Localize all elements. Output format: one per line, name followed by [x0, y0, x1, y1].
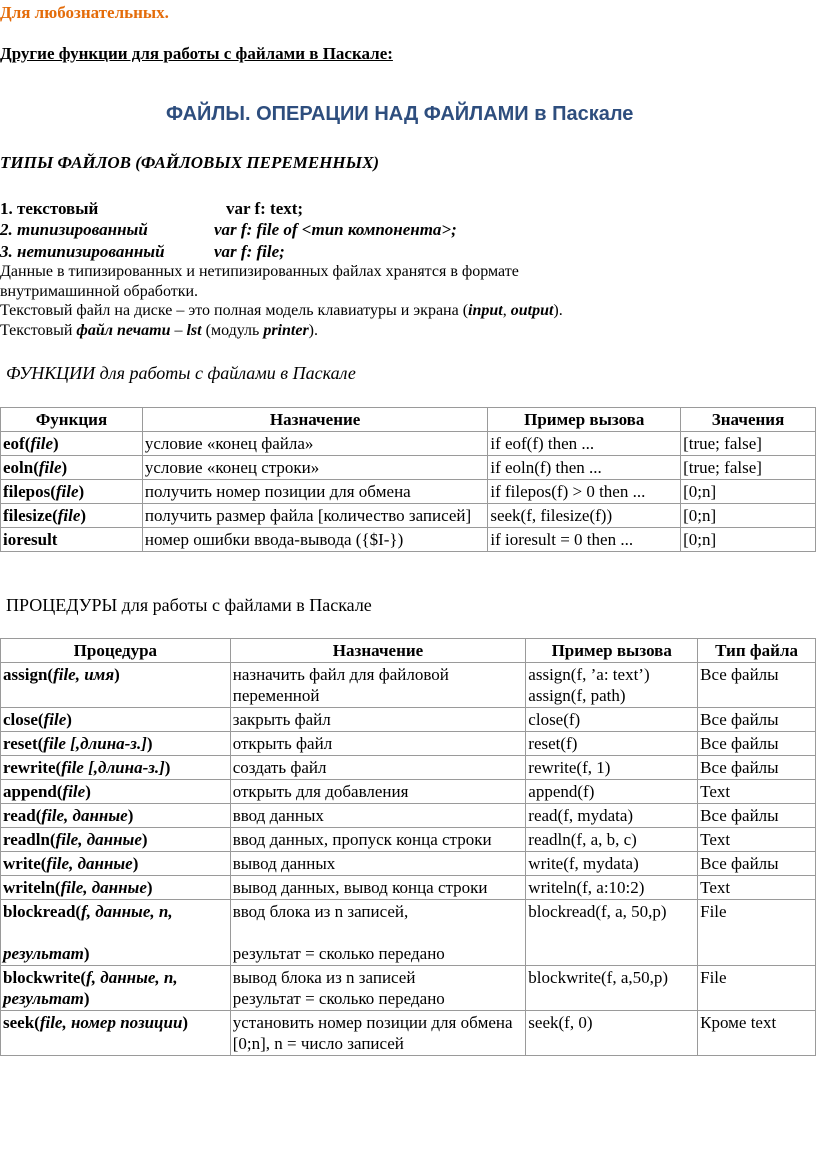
- procedure-name: close(file): [1, 708, 231, 732]
- column-header: Назначение: [142, 408, 487, 432]
- other-functions-heading: Другие функции для работы с файлами в Паскале:: [0, 44, 393, 63]
- type-2-decl: var f: file of <тип компонента>;: [214, 220, 457, 239]
- function-purpose: условие «конец файла»: [142, 432, 487, 456]
- column-header: Назначение: [230, 639, 526, 663]
- table-row: [1, 876, 816, 900]
- function-name: filepos(file): [1, 480, 143, 504]
- procedure-purpose: назначить файл для файловой переменной: [230, 663, 526, 708]
- procedure-file-type: Все файлы: [698, 756, 816, 780]
- function-name: eoln(file): [1, 456, 143, 480]
- table-row: [1, 756, 816, 780]
- paragraph-1-line-2: внутримашинной обработки.: [0, 283, 199, 300]
- procedure-purpose: создать файл: [230, 756, 526, 780]
- types-heading: ТИПЫ ФАЙЛОВ (ФАЙЛОВЫХ ПЕРЕМЕННЫХ): [0, 153, 380, 172]
- procedure-example: writeln(f, a:10:2): [526, 876, 698, 900]
- table-header-row: [1, 639, 816, 663]
- function-example: seek(f, filesize(f)): [488, 504, 681, 528]
- table-row: [1, 900, 816, 966]
- table-row: [1, 804, 816, 828]
- table-row: [1, 708, 816, 732]
- table-row: [1, 480, 816, 504]
- procedure-name: seek(file, номер позиции): [1, 1011, 231, 1056]
- procedure-file-type: Text: [698, 828, 816, 852]
- type-1-decl: var f: text;: [226, 199, 304, 218]
- procedure-file-type: Все файлы: [698, 732, 816, 756]
- procedure-example: reset(f): [526, 732, 698, 756]
- function-example: if filepos(f) > 0 then ...: [488, 480, 681, 504]
- procedure-example: assign(f, ’a: text’) assign(f, path): [526, 663, 698, 708]
- procedure-example: readln(f, a, b, c): [526, 828, 698, 852]
- function-purpose: получить номер позиции для обмена: [142, 480, 487, 504]
- table-row: [1, 1011, 816, 1056]
- procedure-name: readln(file, данные): [1, 828, 231, 852]
- table-row: [1, 852, 816, 876]
- procedure-purpose: вывод данных: [230, 852, 526, 876]
- function-name: eof(file): [1, 432, 143, 456]
- procedure-file-type: Все файлы: [698, 708, 816, 732]
- procedures-table: [0, 638, 816, 1056]
- procedure-name: write(file, данные): [1, 852, 231, 876]
- table-row: [1, 528, 816, 552]
- procedure-example: read(f, mydata): [526, 804, 698, 828]
- procedure-purpose: закрыть файл: [230, 708, 526, 732]
- column-header: Функция: [1, 408, 143, 432]
- procedure-name: append(file): [1, 780, 231, 804]
- column-header: Пример вызова: [526, 639, 698, 663]
- function-example: if eof(f) then ...: [488, 432, 681, 456]
- procedure-purpose: ввод данных, пропуск конца строки: [230, 828, 526, 852]
- procedure-purpose: вывод блока из n записей результат = сколько передано: [230, 966, 526, 1011]
- procedure-example: append(f): [526, 780, 698, 804]
- function-name: ioresult: [1, 528, 143, 552]
- table-row: [1, 780, 816, 804]
- function-value: [0;n]: [681, 480, 816, 504]
- procedure-name: blockread(f, данные, n, результат): [1, 900, 231, 966]
- procedure-name: reset(file [,длина-з.]): [1, 732, 231, 756]
- function-example: if eoln(f) then ...: [488, 456, 681, 480]
- procedure-name: assign(file, имя): [1, 663, 231, 708]
- table-header-row: [1, 408, 816, 432]
- procedure-purpose: ввод блока из n записей, результат = сколько передано: [230, 900, 526, 966]
- procedure-file-type: Кроме text: [698, 1011, 816, 1056]
- paragraph-3: Текстовый файл печати – lst (модуль printer).: [0, 322, 318, 339]
- function-example: if ioresult = 0 then ...: [488, 528, 681, 552]
- function-purpose: получить размер файла [количество записей]: [142, 504, 487, 528]
- procedure-file-type: Все файлы: [698, 663, 816, 708]
- page-title: ФАЙЛЫ. ОПЕРАЦИИ НАД ФАЙЛАМИ в Паскале: [166, 103, 634, 125]
- procedure-name: writeln(file, данные): [1, 876, 231, 900]
- table-row: [1, 504, 816, 528]
- column-header: Пример вызова: [488, 408, 681, 432]
- functions-heading: ФУНКЦИИ для работы с файлами в Паскале: [6, 363, 356, 383]
- function-purpose: условие «конец строки»: [142, 456, 487, 480]
- function-value: [true; false]: [681, 432, 816, 456]
- procedure-file-type: Text: [698, 876, 816, 900]
- procedure-purpose: установить номер позиции для обмена [0;n], n = число записей: [230, 1011, 526, 1056]
- table-row: [1, 732, 816, 756]
- curious-heading: Для любознательных.: [0, 3, 169, 22]
- procedure-file-type: Все файлы: [698, 804, 816, 828]
- function-value: [0;n]: [681, 528, 816, 552]
- procedure-example: write(f, mydata): [526, 852, 698, 876]
- functions-table: [0, 407, 816, 552]
- procedure-file-type: File: [698, 966, 816, 1011]
- procedure-name: rewrite(file [,длина-з.]): [1, 756, 231, 780]
- function-value: [0;n]: [681, 504, 816, 528]
- procedure-example: blockwrite(f, a,50,p): [526, 966, 698, 1011]
- type-3-label: 3. нетипизированный: [0, 242, 165, 261]
- procedure-file-type: Text: [698, 780, 816, 804]
- paragraph-1-line-1: Данные в типизированных и нетипизированных файлах хранятся в формате: [0, 263, 519, 280]
- table-row: [1, 828, 816, 852]
- procedure-example: close(f): [526, 708, 698, 732]
- procedure-purpose: ввод данных: [230, 804, 526, 828]
- table-row: [1, 432, 816, 456]
- table-row: [1, 456, 816, 480]
- procedure-purpose: открыть для добавления: [230, 780, 526, 804]
- column-header: Тип файла: [698, 639, 816, 663]
- procedure-example: rewrite(f, 1): [526, 756, 698, 780]
- column-header: Процедура: [1, 639, 231, 663]
- procedure-example: seek(f, 0): [526, 1011, 698, 1056]
- table-row: [1, 966, 816, 1011]
- function-name: filesize(file): [1, 504, 143, 528]
- function-value: [true; false]: [681, 456, 816, 480]
- procedure-file-type: Все файлы: [698, 852, 816, 876]
- procedure-name: blockwrite(f, данные, n, результат): [1, 966, 231, 1011]
- procedure-purpose: открыть файл: [230, 732, 526, 756]
- column-header: Значения: [681, 408, 816, 432]
- procedure-purpose: вывод данных, вывод конца строки: [230, 876, 526, 900]
- type-2-label: 2. типизированный: [0, 220, 148, 239]
- table-row: [1, 663, 816, 708]
- procedure-file-type: File: [698, 900, 816, 966]
- paragraph-2: Текстовый файл на диске – это полная модель клавиатуры и экрана (input, output).: [0, 302, 563, 319]
- type-3-decl: var f: file;: [214, 242, 285, 261]
- procedure-name: read(file, данные): [1, 804, 231, 828]
- procedure-example: blockread(f, a, 50,p): [526, 900, 698, 966]
- procedures-heading: ПРОЦЕДУРЫ для работы с файлами в Паскале: [6, 595, 372, 615]
- function-purpose: номер ошибки ввода-вывода ({$I-}): [142, 528, 487, 552]
- type-1-label: 1. текстовый: [0, 199, 99, 218]
